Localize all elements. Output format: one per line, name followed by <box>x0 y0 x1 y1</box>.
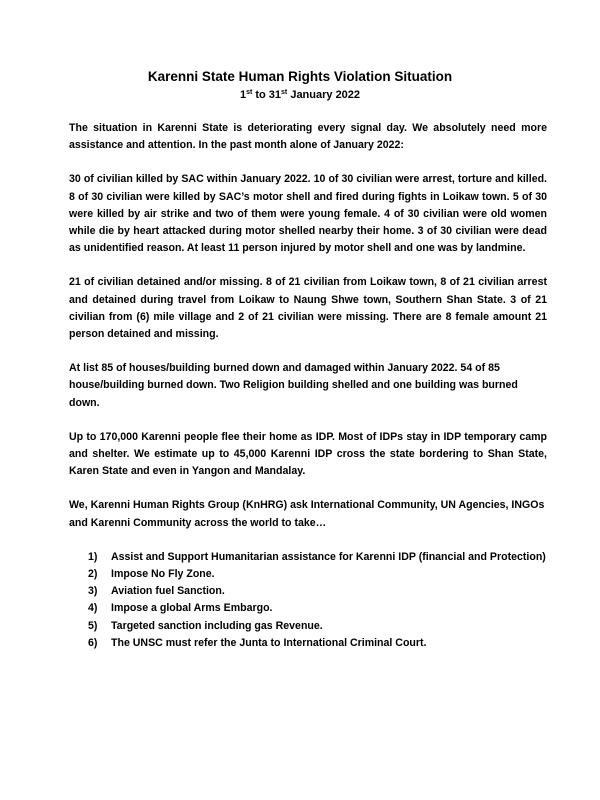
list-item-number: 5) <box>88 619 98 632</box>
list-item-number: 4) <box>88 602 98 615</box>
date-end-day: to 31 <box>252 89 282 101</box>
list-item <box>88 549 547 566</box>
list-item <box>88 600 547 617</box>
date-start-day: 1 <box>239 89 247 101</box>
list-item <box>88 618 547 635</box>
demands-list <box>69 549 547 652</box>
list-item-number: 6) <box>88 636 98 649</box>
document-title: Karenni State Human Rights Violation Situation <box>147 69 453 84</box>
houses-paragraph: At list 85 of houses/building burned down and damaged within January 2022. 54 of 85 house/building burned down. Two Religion building shelled and one building was burned down. <box>69 362 518 409</box>
list-item-number: 2) <box>88 568 98 581</box>
list-item <box>88 635 547 652</box>
list-item-text: Assist and Support Humanitarian assistance for Karenni IDP (financial and Protection) <box>111 550 546 563</box>
list-item-text: The UNSC must refer the Junta to International Criminal Court. <box>111 636 427 649</box>
date-start-suffix: st <box>246 89 253 96</box>
date-month-year: January 2022 <box>287 89 361 101</box>
list-item <box>88 566 547 583</box>
list-item-text: Impose No Fly Zone. <box>111 568 215 581</box>
idp-paragraph: Up to 170,000 Karenni people flee their home as IDP. Most of IDPs stay in IDP temporary camp and shelter. We estimate up to 45,000 Karenni IDP cross the state bordering to Shan State, Karen State and even in Yangon and Mandalay. <box>69 430 547 478</box>
list-item-number: 3) <box>88 585 98 598</box>
appeal-paragraph: We, Karenni Human Rights Group (KnHRG) ask International Community, UN Agencies, INGOs and Karenni Community across the world to take… <box>69 499 545 529</box>
list-item-text: Targeted sanction including gas Revenue. <box>111 619 323 632</box>
document-date-range <box>0 88 600 103</box>
date-end-suffix: st <box>281 89 288 96</box>
killed-paragraph: 30 of civilian killed by SAC within January 2022. 10 of 30 civilian were arrest, torture and killed. 8 of 30 civilian were killed by SAC’s motor shell and fired during fights in Loikaw town. 5 of 30 were killed by air strike and two of them were young female. 4 of 30 civilian were old women while die by heart attacked during motor shelled nearby their home. 3 of 30 civilian were dead as unidentified reason. At least 11 person injured by motor shell and one was by landmine. <box>69 173 547 255</box>
list-item-text: Aviation fuel Sanction. <box>111 585 225 598</box>
list-item-number: 1) <box>88 550 98 563</box>
list-item-text: Impose a global Arms Embargo. <box>111 602 273 615</box>
detained-paragraph: 21 of civilian detained and/or missing. 8 of 21 civilian from Loikaw town, 8 of 21 civilian arrest and detained during travel from Loikaw to Naung Shwe town, Southern Shan State. 3 of 21 civilian from (6) mile village and 2 of 21 civilian were missing. There are 8 female amount 21 person detained and missing. <box>69 276 547 341</box>
intro-paragraph: The situation in Karenni State is deteriorating every signal day. We absolutely need more assistance and attention. In the past month alone of January 2022: <box>69 122 547 152</box>
document-body <box>69 120 547 652</box>
list-item <box>88 583 547 600</box>
